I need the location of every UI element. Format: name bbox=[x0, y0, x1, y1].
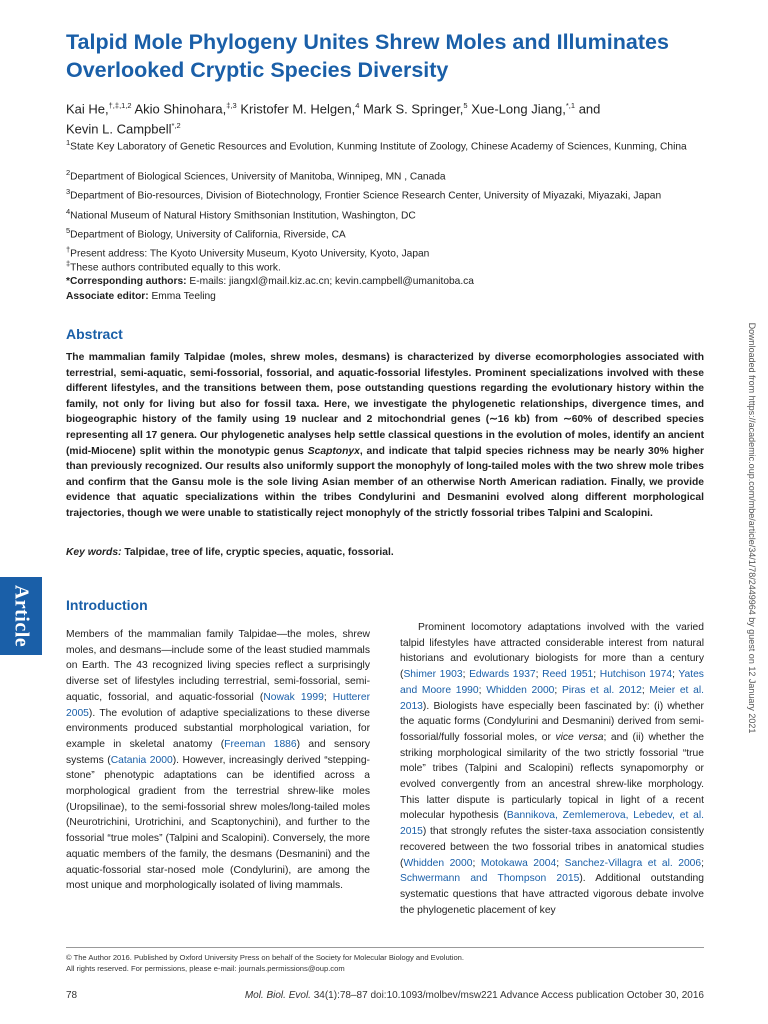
author-name: Kristofer M. Helgen, bbox=[236, 101, 356, 117]
abstract-genus: Scaptonyx bbox=[307, 445, 360, 457]
corresponding-emails: E-mails: jiangxl@mail.kiz.ac.cn; kevin.campbell@umanitoba.ca bbox=[186, 276, 474, 287]
copyright-line: © The Author 2016. Published by Oxford University Press on behalf of the Society for Molecular Biology and Evolution. bbox=[66, 953, 465, 962]
journal-citation bbox=[245, 990, 704, 1001]
page-number: 78 bbox=[66, 990, 78, 1001]
body-text: ). However, increasingly derived “stepping-stone” phenotypic adaptations can be identified across a morphological gradient from the terrestrial shrew-like moles (Uropsilinae), to the semi-fossorial shrew moles/long-tailed moles (Neurotrichini, Urotrichini, and Scaptonychini), and further to the fossorial “true moles” (Talpini and Scalopini). Conversely, the more aquatic members of the family, the desmans (Desmanini) and the aquatic-fossorial star-nosed mole (Condylurini), are among the most unique and morphologically isolated of living mammals. bbox=[66, 754, 370, 892]
affiliation bbox=[66, 224, 716, 241]
doi-line: 34(1):78–87 doi:10.1093/molbev/msw221 Advance Access publication October 30, 2016 bbox=[310, 990, 704, 1001]
copyright-line: All rights reserved. For permissions, please e-mail: journals.permissions@oup.com bbox=[66, 964, 345, 973]
affiliation-text: National Museum of Natural History Smithsonian Institution, Washington, DC bbox=[70, 210, 416, 222]
abstract-body bbox=[66, 350, 704, 522]
associate-editor-label: Associate editor: bbox=[66, 291, 149, 302]
author-affiliation-mark: *,2 bbox=[171, 121, 181, 131]
journal-name: Mol. Biol. Evol. bbox=[244, 990, 311, 1001]
author-name: Akio Shinohara, bbox=[131, 101, 227, 117]
citation-link[interactable]: Shimer 1903 bbox=[403, 669, 463, 681]
body-text: Members of the mammalian family Talpidae—the moles, shrew moles, and desmans—include some of the least studied mammals on Earth. The 43 recognized living species reflect a surprisingly diverse set of lifestyles including terrestrial, semi-fossorial, semi-aquatic, fossorial, and aquatic-fossorial ( bbox=[66, 629, 370, 703]
body-text: ; bbox=[323, 691, 333, 703]
citation-link[interactable]: Whidden 2000 bbox=[486, 684, 555, 696]
citation-link[interactable]: Piras et al. 2012 bbox=[561, 684, 642, 696]
citation-link[interactable]: Hutterer 2005 bbox=[66, 691, 370, 719]
body-text: ). Biologists have especially been fascinated by: (i) whether the aquatic forms (Condylurini and Desmanini) derived from semi-fossorial/fully fossorial moles, or bbox=[400, 700, 704, 743]
citation-link[interactable]: Edwards 1937 bbox=[469, 669, 536, 681]
body-column-right bbox=[400, 620, 704, 918]
body-text: ; bbox=[535, 669, 543, 681]
body-text: Prominent locomotory adaptations involved with the varied talpid lifestyles have attracted considerable interest from natural historians and evolutionary biologists for more than a century ( bbox=[400, 622, 704, 681]
affiliation bbox=[66, 205, 716, 222]
affiliation-mark: 5 bbox=[66, 226, 71, 235]
author-affiliation-mark: 4 bbox=[355, 101, 360, 110]
corresponding-block bbox=[66, 274, 716, 304]
footnote-divider bbox=[66, 947, 704, 948]
introduction-heading: Introduction bbox=[66, 597, 148, 613]
affiliation bbox=[66, 136, 716, 153]
affiliation-text: Department of Bio-resources, Division of Biotechnology, Frontier Science Research Center, University of Miyazaki, Miyazaki, Japan bbox=[70, 190, 662, 202]
affiliation-text: These authors contributed equally to this work. bbox=[70, 262, 281, 274]
affiliation-mark: 2 bbox=[66, 168, 71, 177]
author-affiliation-mark: 5 bbox=[463, 101, 468, 110]
citation-link[interactable]: Bannikova, Zemlemerova, Lebedev, et al. 2015 bbox=[400, 810, 704, 838]
affiliation-mark: 3 bbox=[66, 187, 71, 196]
section-tab bbox=[0, 577, 42, 655]
affiliation bbox=[66, 166, 716, 183]
article-title: Talpid Mole Phylogeny Unites Shrew Moles and Illuminates Overlooked Cryptic Species Diversity bbox=[66, 30, 669, 82]
citation-link[interactable]: Catania 2000 bbox=[110, 754, 173, 766]
keywords-label: Key words: bbox=[66, 547, 122, 558]
author-list bbox=[66, 97, 706, 138]
affiliation-mark: 4 bbox=[66, 207, 71, 216]
body-text: ; bbox=[554, 684, 562, 696]
author-name: Xue-Long Jiang, bbox=[467, 101, 566, 117]
body-text-italic: vice versa bbox=[555, 731, 604, 743]
affiliation-mark: ‡ bbox=[66, 259, 71, 268]
affiliation-mark: † bbox=[66, 245, 71, 254]
citation-link[interactable]: Meier et al. 2013 bbox=[400, 684, 704, 712]
associate-editor-name: Emma Teeling bbox=[148, 291, 216, 302]
body-text: ). The evolution of adaptive specializations to these diverse environments produced substantial morphological variation, for example in skeletal anatomy ( bbox=[66, 707, 370, 750]
affiliation bbox=[66, 257, 716, 274]
body-text: ; bbox=[472, 857, 481, 869]
citation-link[interactable]: Whidden 2000 bbox=[403, 857, 473, 869]
affiliation-mark: 1 bbox=[66, 138, 71, 147]
body-text: ) and sensory systems ( bbox=[66, 738, 370, 766]
body-text: ; and (ii) whether the striking morphological similarity of the two strictly fossorial “true mole” tribes (Talpini and Scalopini) reflects synapomorphy or evolved convergently from an ancestral shrew-like morphology. This latter dispute is particularly topical in light of a recent molecular hypothesis ( bbox=[400, 731, 704, 822]
body-text: ; bbox=[593, 669, 600, 681]
abstract-heading: Abstract bbox=[66, 326, 123, 342]
corresponding-authors bbox=[66, 274, 716, 289]
body-text: ; bbox=[462, 669, 470, 681]
author-affiliation-mark: †,‡,1,2 bbox=[108, 101, 132, 110]
author-name: Kai He, bbox=[66, 101, 109, 117]
citation-link[interactable]: Nowak 1999 bbox=[263, 691, 324, 703]
author-conjunction: and bbox=[575, 101, 601, 117]
abstract-text: The mammalian family Talpidae (moles, shrew moles, desmans) is characterized by diverse ecomorphologies associated with terrestrial, semi-aquatic, semi-fossorial, fossorial, and aquatic-fossorial lifestyles. Prominent specializations involved with these different lifestyles, and the transitions between them, pose outstanding questions regarding the evolutionary history within the family, not only for living but also for fossil taxa. Here, we investigate the phylogenetic relationships, divergence times, and biogeographic history of the family using 19 nuclear and 2 mitochondrial genes (∼16 kb) from ∼60% of described species representing all 17 genera. Our phylogenetic analyses help settle classical questions in the evolution of moles, identify an ancient (mid-Miocene) split within the monotypic genus bbox=[66, 352, 704, 457]
body-text: ; bbox=[672, 669, 679, 681]
author-affiliation-mark: ‡,3 bbox=[226, 101, 237, 110]
corresponding-label: *Corresponding authors: bbox=[66, 276, 187, 287]
download-note: Downloaded from https://academic.oup.com/mbe/article/34/1/78/2449964 by guest on 12 January 2021 bbox=[747, 322, 757, 734]
keywords bbox=[66, 545, 704, 560]
associate-editor bbox=[66, 289, 716, 304]
body-text: ; bbox=[641, 684, 650, 696]
citation-link[interactable]: Yates and Moore 1990 bbox=[400, 669, 704, 696]
citation-link[interactable]: Reed 1951 bbox=[542, 669, 594, 681]
body-text: ) that strongly refutes the sister-taxa association consistently recovered between the two fossorial tribes in anatomical studies ( bbox=[400, 826, 704, 869]
download-watermark bbox=[742, 268, 762, 788]
affiliation bbox=[66, 185, 716, 202]
author-name: Kevin L. Campbell bbox=[66, 121, 172, 137]
affiliation-text: Department of Biology, University of California, Riverside, CA bbox=[70, 229, 346, 241]
author-affiliation-mark: *,1 bbox=[565, 101, 576, 110]
citation-link[interactable]: Hutchison 1974 bbox=[599, 669, 673, 681]
affiliation-text: Present address: The Kyoto University Museum, Kyoto University, Kyoto, Japan bbox=[70, 248, 430, 260]
citation-link[interactable]: Motokawa 2004 bbox=[480, 857, 557, 869]
abstract-text: , and indicate that talpid species richness may be nearly 30% higher than previously recognized. Our results also uniformly support the monophyly of long-tailed moles with the two shrew mole tribes and confirm that the Gansu mole is the sole living Asian member of an otherwise North American radiation. Finally, we provide evidence that aquatic specializations within the tribes Condylurini and Desmanini evolved along different morphological trajectories, though we were unable to statistically reject monophyly of the strictly fossorial tribes Talpini and Scalopini. bbox=[66, 445, 704, 519]
copyright-notice bbox=[66, 952, 704, 974]
citation-link[interactable]: Freeman 1886 bbox=[224, 738, 297, 750]
citation-link[interactable]: Schwermann and Thompson 2015 bbox=[400, 873, 580, 885]
body-text: ; bbox=[556, 857, 565, 869]
section-tab-label: Article bbox=[10, 584, 33, 648]
body-text: ; bbox=[701, 857, 704, 869]
affiliation-text: Department of Biological Sciences, University of Manitoba, Winnipeg, MN , Canada bbox=[70, 171, 446, 183]
body-text: ; bbox=[478, 684, 487, 696]
body-text: ). Additional outstanding systematic questions that have attracted vigorous debate involve the phylogenetic placement of key bbox=[400, 873, 704, 916]
affiliation-text: State Key Laboratory of Genetic Resources and Evolution, Kunming Institute of Zoology, Chinese Academy of Sciences, Kunming, China bbox=[70, 141, 687, 153]
body-column-left bbox=[66, 627, 370, 894]
citation-link[interactable]: Sanchez-Villagra et al. 2006 bbox=[564, 857, 702, 869]
author-name: Mark S. Springer, bbox=[359, 101, 464, 117]
keywords-text: Talpidae, tree of life, cryptic species, aquatic, fossorial. bbox=[121, 547, 394, 558]
